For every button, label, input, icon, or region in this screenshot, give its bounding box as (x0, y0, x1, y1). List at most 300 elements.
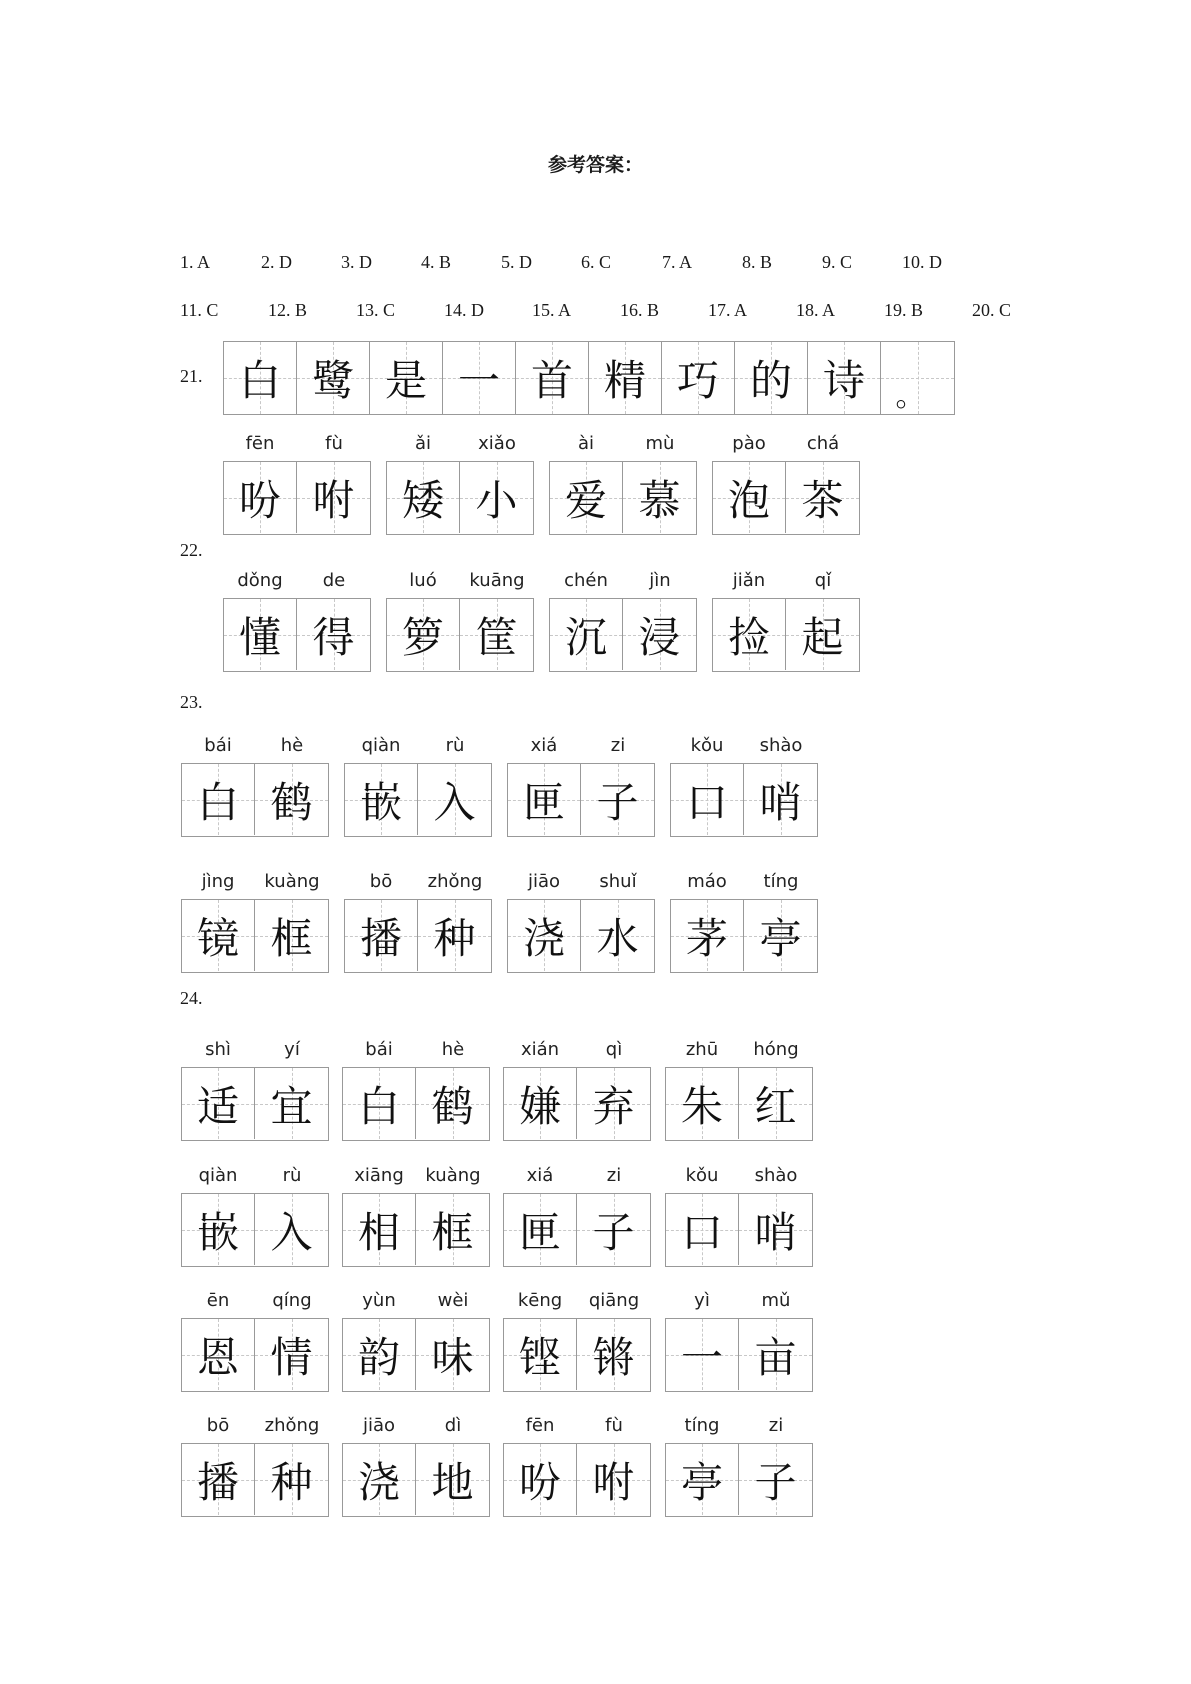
pinyin-syllable: xiá (530, 735, 558, 756)
grid-cell (516, 342, 589, 414)
question-24-label: 24. (180, 988, 203, 1008)
pinyin-syllable: dì (444, 1415, 462, 1436)
pinyin-line (670, 871, 818, 897)
grid-character: 匣 (518, 1207, 561, 1257)
character-box (344, 899, 492, 973)
grid-character: 慕 (638, 475, 681, 525)
grid-cell (255, 1444, 328, 1515)
character-box (503, 1443, 651, 1517)
grid-character: 入 (433, 777, 476, 827)
grid-cell (786, 462, 859, 533)
character-box (181, 763, 329, 837)
grid-character: 镜 (196, 913, 239, 963)
grid-cell (662, 342, 735, 414)
pinyin-syllable: zhǒng (264, 1415, 320, 1436)
character-box (181, 1318, 329, 1392)
grid-character: 一 (457, 356, 500, 405)
grid-cell (343, 1194, 416, 1265)
pinyin-syllable: qíng (272, 1290, 312, 1311)
pinyin-line (181, 1039, 329, 1065)
pinyin-syllable: yì (694, 1290, 710, 1311)
grid-character: 沉 (564, 612, 607, 662)
pinyin-line (223, 570, 371, 596)
character-box (342, 1067, 490, 1141)
mc-answer: 14. D (444, 300, 484, 320)
pinyin-line (386, 433, 534, 459)
grid-cell (255, 900, 328, 971)
grid-character: 箩 (401, 612, 444, 662)
grid-cell (881, 342, 954, 414)
grid-cell (443, 342, 516, 414)
pinyin-line (181, 1290, 329, 1316)
pinyin-line (549, 570, 697, 596)
pinyin-syllable: hè (280, 735, 304, 756)
character-box (549, 461, 697, 535)
grid-character: 懂 (238, 612, 281, 662)
grid-character: 吩 (238, 475, 281, 525)
grid-cell (255, 1068, 328, 1139)
pinyin-syllable: zi (768, 1415, 784, 1436)
character-box (665, 1443, 813, 1517)
grid-cell (504, 1194, 577, 1265)
mc-answer: 11. C (180, 300, 219, 320)
character-box (503, 1193, 651, 1267)
pinyin-line (181, 1415, 329, 1441)
pinyin-line (712, 433, 860, 459)
grid-character: 入 (270, 1207, 313, 1257)
character-box (344, 763, 492, 837)
pinyin-syllable: hóng (753, 1039, 799, 1060)
pinyin-syllable: kǒu (690, 735, 724, 756)
mc-answer: 10. D (902, 252, 942, 272)
pinyin-syllable: bái (365, 1039, 393, 1060)
grid-cell (416, 1444, 489, 1515)
pinyin-line (507, 871, 655, 897)
character-box (507, 899, 655, 973)
grid-character: 味 (431, 1332, 474, 1382)
grid-cell (581, 764, 654, 835)
pinyin-line (342, 1415, 490, 1441)
grid-cell (666, 1068, 739, 1139)
grid-character: 嵌 (359, 777, 402, 827)
grid-cell (224, 599, 297, 670)
grid-character: 地 (431, 1457, 474, 1507)
pinyin-syllable: shuǐ (599, 871, 637, 892)
grid-cell (739, 1068, 812, 1139)
character-box (665, 1318, 813, 1392)
grid-cell (671, 764, 744, 835)
grid-character: 茅 (685, 913, 728, 963)
grid-cell (504, 1068, 577, 1139)
pinyin-syllable: yí (284, 1039, 300, 1060)
pinyin-syllable: hè (441, 1039, 465, 1060)
grid-character: 宜 (270, 1081, 313, 1131)
pinyin-syllable: qiàn (198, 1165, 238, 1186)
grid-cell (297, 342, 370, 414)
mc-answer: 16. B (620, 300, 660, 320)
grid-character: 亭 (759, 913, 802, 963)
character-box (342, 1318, 490, 1392)
mc-answer: 6. C (581, 252, 612, 272)
grid-cell (744, 900, 817, 971)
grid-character: 嫌 (518, 1081, 561, 1131)
grid-character: 茶 (801, 475, 844, 525)
grid-character: 框 (431, 1207, 474, 1257)
grid-character: 巧 (676, 356, 719, 405)
pinyin-line (503, 1290, 651, 1316)
character-box (712, 598, 860, 672)
grid-cell (345, 900, 418, 971)
grid-character: 框 (270, 913, 313, 963)
mc-answer: 9. C (822, 252, 853, 272)
grid-character: 的 (749, 356, 792, 405)
pinyin-line (181, 735, 329, 761)
grid-cell (589, 342, 662, 414)
grid-cell (182, 900, 255, 971)
pinyin-syllable: shì (205, 1039, 231, 1060)
pinyin-syllable: ǎi (414, 433, 432, 454)
character-box (223, 598, 371, 672)
grid-character: 种 (433, 913, 476, 963)
pinyin-syllable: yùn (362, 1290, 396, 1311)
pinyin-syllable: fù (605, 1415, 623, 1436)
grid-cell (182, 1194, 255, 1265)
grid-character: 红 (754, 1081, 797, 1131)
grid-character: 嵌 (196, 1207, 239, 1257)
grid-character: 吩 (518, 1457, 561, 1507)
grid-cell (666, 1444, 739, 1515)
grid-character: 口 (680, 1207, 723, 1257)
pinyin-syllable: shào (759, 735, 803, 756)
grid-cell (416, 1194, 489, 1265)
pinyin-syllable: xiǎo (478, 433, 516, 454)
pinyin-line (181, 1165, 329, 1191)
grid-character: 白 (238, 356, 281, 405)
pinyin-syllable: zi (610, 735, 626, 756)
grid-cell (739, 1319, 812, 1390)
grid-character: 种 (270, 1457, 313, 1507)
pinyin-line (665, 1290, 813, 1316)
grid-cell (623, 462, 696, 533)
pinyin-syllable: jiāo (362, 1415, 396, 1436)
mc-answer: 13. C (356, 300, 396, 320)
grid-character: 得 (312, 612, 355, 662)
grid-cell (224, 342, 297, 414)
pinyin-line (342, 1165, 490, 1191)
grid-cell (504, 1319, 577, 1390)
pinyin-line (503, 1039, 651, 1065)
grid-cell (735, 342, 808, 414)
pinyin-syllable: xiāng (354, 1165, 404, 1186)
pinyin-line (503, 1415, 651, 1441)
pinyin-syllable: rù (445, 735, 465, 756)
grid-cell (182, 764, 255, 835)
grid-cell (418, 764, 491, 835)
grid-character: 浇 (357, 1457, 400, 1507)
grid-cell (577, 1068, 650, 1139)
grid-cell (343, 1068, 416, 1139)
pinyin-syllable: rù (282, 1165, 302, 1186)
pinyin-line (344, 735, 492, 761)
mc-answer: 17. A (708, 300, 748, 320)
pinyin-syllable: jiāo (527, 871, 561, 892)
mc-answer: 3. D (341, 252, 372, 272)
grid-cell (808, 342, 881, 414)
character-box (181, 899, 329, 973)
question-21-label: 21. (180, 366, 203, 386)
pinyin-syllable: mǔ (761, 1290, 791, 1311)
grid-cell (460, 462, 533, 533)
pinyin-syllable: tíng (763, 871, 799, 892)
pinyin-line (386, 570, 534, 596)
grid-character: 爱 (564, 475, 607, 525)
mc-answer: 4. B (421, 252, 452, 272)
character-box (223, 461, 371, 535)
grid-cell (255, 764, 328, 835)
grid-cell (224, 462, 297, 533)
pinyin-syllable: bō (369, 871, 393, 892)
pinyin-syllable: fēn (525, 1415, 555, 1436)
character-box (712, 461, 860, 535)
grid-cell (343, 1444, 416, 1515)
pinyin-syllable: luó (409, 570, 437, 591)
grid-cell (343, 1319, 416, 1390)
grid-character: 匣 (522, 777, 565, 827)
grid-cell (387, 599, 460, 670)
grid-character: 哨 (759, 777, 802, 827)
pinyin-line (670, 735, 818, 761)
pinyin-syllable: xián (520, 1039, 560, 1060)
pinyin-syllable: bō (206, 1415, 230, 1436)
pinyin-line (665, 1415, 813, 1441)
grid-cell (550, 599, 623, 670)
grid-cell (713, 462, 786, 533)
grid-character: 筐 (475, 612, 518, 662)
grid-character: 捡 (727, 612, 770, 662)
grid-character: 韵 (357, 1332, 400, 1382)
grid-cell (581, 900, 654, 971)
pinyin-line (223, 433, 371, 459)
grid-character: 适 (196, 1081, 239, 1131)
grid-cell (577, 1444, 650, 1515)
grid-cell (297, 462, 370, 533)
grid-character: 浇 (522, 913, 565, 963)
pinyin-line (181, 871, 329, 897)
pinyin-syllable: fēn (245, 433, 275, 454)
question-22-label: 22. (180, 540, 203, 560)
grid-cell (744, 764, 817, 835)
grid-character: 小 (475, 475, 518, 525)
mc-answer: 2. D (261, 252, 292, 272)
pinyin-line (507, 735, 655, 761)
grid-character: 精 (603, 356, 646, 405)
question-23-label: 23. (180, 692, 203, 712)
mc-answer: 18. A (796, 300, 836, 320)
mc-answer: 5. D (501, 252, 532, 272)
mc-answer: 12. B (268, 300, 308, 320)
grid-cell (182, 1319, 255, 1390)
page-title: 参考答案： (547, 154, 643, 176)
character-box (670, 763, 818, 837)
grid-cell (504, 1444, 577, 1515)
pinyin-line (342, 1290, 490, 1316)
grid-character: 。 (895, 379, 926, 414)
grid-cell (577, 1194, 650, 1265)
grid-cell (297, 599, 370, 670)
pinyin-syllable: chén (564, 570, 608, 591)
grid-character: 浸 (638, 612, 681, 662)
pinyin-syllable: qǐ (814, 570, 832, 591)
grid-character: 恩 (196, 1332, 239, 1382)
pinyin-syllable: dǒng (237, 570, 283, 591)
pinyin-line (503, 1165, 651, 1191)
grid-cell (255, 1319, 328, 1390)
grid-character: 子 (596, 777, 639, 827)
mc-answer: 1. A (180, 252, 211, 272)
character-box (665, 1067, 813, 1141)
mc-answer: 8. B (742, 252, 773, 272)
grid-character: 是 (384, 356, 427, 405)
grid-character: 白 (357, 1081, 400, 1131)
pinyin-syllable: jiǎn (732, 570, 766, 591)
pinyin-syllable: qiāng (588, 1290, 640, 1311)
grid-character: 哨 (754, 1207, 797, 1257)
character-box (342, 1193, 490, 1267)
mc-answer: 19. B (884, 300, 924, 320)
grid-character: 咐 (312, 475, 355, 525)
grid-cell (577, 1319, 650, 1390)
grid-character: 水 (596, 913, 639, 963)
grid-character: 播 (196, 1457, 239, 1507)
character-box (507, 763, 655, 837)
grid-cell (550, 462, 623, 533)
question-21-sentence-grid (223, 341, 955, 415)
grid-cell (623, 599, 696, 670)
grid-cell (508, 764, 581, 835)
grid-character: 首 (530, 356, 573, 405)
character-box (386, 598, 534, 672)
pinyin-syllable: qì (605, 1039, 623, 1060)
grid-character: 朱 (680, 1081, 723, 1131)
mc-answer: 20. C (972, 300, 1012, 320)
pinyin-syllable: shào (754, 1165, 798, 1186)
pinyin-syllable: xiá (526, 1165, 554, 1186)
pinyin-syllable: wèi (437, 1290, 469, 1311)
grid-character: 亭 (680, 1457, 723, 1507)
character-box (549, 598, 697, 672)
character-box (665, 1193, 813, 1267)
pinyin-line (549, 433, 697, 459)
pinyin-syllable: tíng (684, 1415, 720, 1436)
grid-character: 相 (357, 1207, 400, 1257)
grid-character: 泡 (727, 475, 770, 525)
pinyin-syllable: jìng (201, 871, 235, 892)
grid-cell (416, 1068, 489, 1139)
grid-character: 白 (196, 777, 239, 827)
grid-cell (182, 1444, 255, 1515)
pinyin-syllable: kuàng (264, 871, 320, 892)
grid-cell (666, 1319, 739, 1390)
grid-character: 播 (359, 913, 402, 963)
character-box (181, 1443, 329, 1517)
character-box (670, 899, 818, 973)
grid-character: 口 (685, 777, 728, 827)
grid-cell (786, 599, 859, 670)
pinyin-syllable: ēn (206, 1290, 230, 1311)
pinyin-syllable: zi (606, 1165, 622, 1186)
pinyin-syllable: máo (687, 871, 727, 892)
grid-cell (418, 900, 491, 971)
grid-character: 鹭 (311, 356, 354, 405)
grid-character: 弃 (592, 1081, 635, 1131)
character-box (342, 1443, 490, 1517)
pinyin-syllable: pào (732, 433, 766, 454)
grid-character: 一 (680, 1332, 723, 1382)
character-box (181, 1193, 329, 1267)
character-box (503, 1067, 651, 1141)
character-box (386, 461, 534, 535)
grid-character: 子 (592, 1207, 635, 1257)
pinyin-line (665, 1165, 813, 1191)
grid-character: 情 (270, 1332, 313, 1382)
pinyin-syllable: kēng (517, 1290, 563, 1311)
pinyin-syllable: kuāng (469, 570, 525, 591)
grid-cell (671, 900, 744, 971)
grid-character: 亩 (754, 1332, 797, 1382)
pinyin-syllable: chá (806, 433, 840, 454)
pinyin-syllable: mù (645, 433, 675, 454)
pinyin-syllable: zhǒng (427, 871, 483, 892)
pinyin-syllable: fù (325, 433, 343, 454)
grid-character: 鹤 (270, 777, 313, 827)
grid-cell (739, 1194, 812, 1265)
character-box (503, 1318, 651, 1392)
grid-character: 矮 (401, 475, 444, 525)
grid-character: 诗 (822, 356, 865, 405)
grid-cell (508, 900, 581, 971)
grid-character: 子 (754, 1457, 797, 1507)
grid-cell (370, 342, 443, 414)
mc-answer: 15. A (532, 300, 572, 320)
grid-cell (666, 1194, 739, 1265)
grid-character: 起 (801, 612, 844, 662)
grid-cell (182, 1068, 255, 1139)
grid-cell (387, 462, 460, 533)
grid-cell (460, 599, 533, 670)
pinyin-line (712, 570, 860, 596)
grid-cell (255, 1194, 328, 1265)
mc-answer: 7. A (662, 252, 693, 272)
pinyin-line (665, 1039, 813, 1065)
pinyin-line (342, 1039, 490, 1065)
pinyin-line (344, 871, 492, 897)
pinyin-syllable: de (322, 570, 346, 591)
pinyin-syllable: bái (204, 735, 232, 756)
pinyin-syllable: ài (577, 433, 595, 454)
grid-character: 咐 (592, 1457, 635, 1507)
pinyin-syllable: qiàn (361, 735, 401, 756)
grid-character: 铿 (518, 1332, 561, 1382)
grid-cell (416, 1319, 489, 1390)
pinyin-syllable: zhū (685, 1039, 719, 1060)
character-box (181, 1067, 329, 1141)
grid-cell (713, 599, 786, 670)
grid-character: 锵 (592, 1332, 635, 1382)
pinyin-syllable: kǒu (685, 1165, 719, 1186)
pinyin-syllable: jìn (649, 570, 671, 591)
grid-cell (739, 1444, 812, 1515)
grid-character: 鹤 (431, 1081, 474, 1131)
